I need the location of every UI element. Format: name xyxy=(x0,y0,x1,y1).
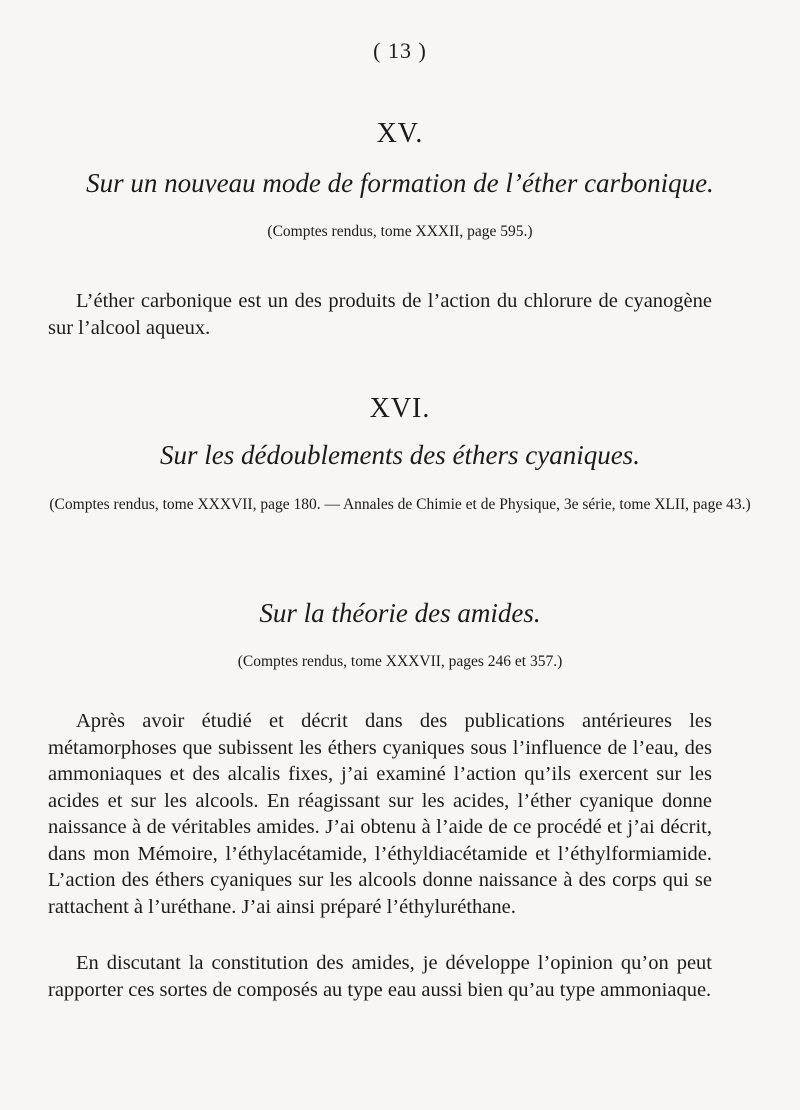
section-paragraph: Après avoir étudié et décrit dans des publications antérieures les métamorphoses que subissent les éthers cyaniques sous l’influence de l’eau, des ammoniaques et des alcalis fixes, j’ai examiné l’action qu’ils exercent sur les acides et sur les alcools. En réagissant sur les acides, l’éther cyanique donne naissance à de véritables amides. J’ai obtenu à l’aide de ce procédé et j’ai décrit, dans mon Mémoire, l’éthylacétamide, l’éthyldiacétamide et l’éthylformiamide. L’action des éthers cyaniques sur les alcools donne naissance à des corps qui se rattachent à l’uréthane. J’ai ainsi préparé l’éthyluréthane. xyxy=(48,710,712,918)
section-reference: (Comptes rendus, tome XXXVII, pages 246 et 357.) xyxy=(237,653,563,670)
section-number: XVI. xyxy=(369,393,431,424)
section-reference: (Comptes rendus, tome XXXII, page 595.) xyxy=(267,223,533,240)
section-reference: (Comptes rendus, tome XXXVII, page 180. — Annales de Chimie et de Physique, 3e série, tome XLII, page 43.) xyxy=(49,496,751,513)
section-title: Sur la théorie des amides. xyxy=(259,598,541,628)
section-paragraph: L’éther carbonique est un des produits de l’action du chlorure de cyanogène sur l’alcool aqueux. xyxy=(48,290,712,339)
section-number: XV. xyxy=(376,118,424,149)
section-title: Sur les dédoublements des éthers cyaniques. xyxy=(160,440,640,470)
section-paragraph: En discutant la constitution des amides, je développe l’opinion qu’on peut rapporter ces sortes de composés au type eau aussi bien qu’au type ammoniaque. xyxy=(48,952,712,1001)
page-number: ( 13 ) xyxy=(373,38,427,63)
section-title: Sur un nouveau mode de formation de l’éther carbonique. xyxy=(86,168,714,198)
